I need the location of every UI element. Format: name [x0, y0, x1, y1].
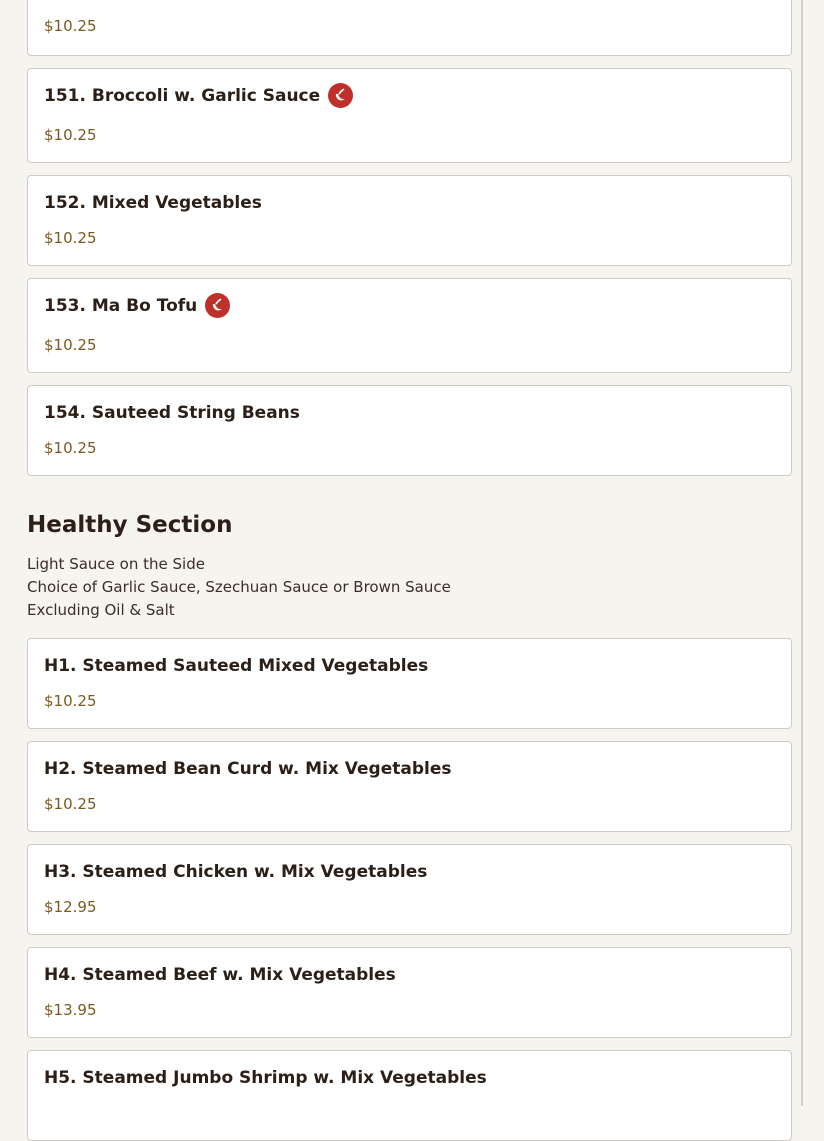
item-name-text: H4. Steamed Beef w. Mix Vegetables [44, 965, 396, 985]
item-name [44, 965, 396, 985]
item-name [44, 403, 300, 423]
item-price: $13.95 [44, 1001, 97, 1019]
menu-item-card[interactable] [27, 175, 792, 266]
item-name-text: 151. Broccoli w. Garlic Sauce [44, 85, 321, 106]
section-title: Healthy Section [27, 512, 233, 538]
section-note: Excluding Oil & Salt [27, 601, 175, 619]
item-name-text: H3. Steamed Chicken w. Mix Vegetables [44, 862, 428, 882]
item-name [44, 293, 230, 318]
item-price: $10.25 [44, 126, 97, 144]
item-name [44, 83, 353, 108]
item-price: $10.25 [44, 336, 97, 354]
item-name [44, 656, 428, 676]
menu-item-card[interactable] [27, 1050, 792, 1141]
menu-item-card[interactable] [27, 638, 792, 729]
item-price: $10.25 [44, 439, 97, 457]
item-price: $12.95 [44, 898, 97, 916]
menu-item-card[interactable] [27, 278, 792, 373]
item-name [44, 862, 427, 882]
menu-item-card[interactable] [27, 741, 792, 832]
item-price: $10.25 [44, 795, 97, 813]
item-price: $10.25 [44, 692, 97, 710]
item-price: $10.25 [44, 17, 97, 35]
menu-item-card[interactable] [27, 385, 792, 476]
item-name-text: 152. Mixed Vegetables [44, 193, 262, 213]
menu-item-card[interactable] [27, 0, 792, 56]
item-name-text: 154. Sauteed String Beans [44, 403, 300, 423]
menu-item-card[interactable] [27, 844, 792, 935]
section-note: Choice of Garlic Sauce, Szechuan Sauce or Brown Sauce [27, 578, 451, 596]
item-name [44, 759, 452, 779]
menu-item-card[interactable] [27, 947, 792, 1038]
item-name-text: H2. Steamed Bean Curd w. Mix Vegetables [44, 759, 452, 779]
item-name [44, 193, 262, 213]
item-name-text: 153. Ma Bo Tofu [44, 295, 198, 316]
spicy-chili-icon [328, 83, 353, 108]
section-note: Light Sauce on the Side [27, 555, 205, 573]
spicy-chili-icon [205, 293, 230, 318]
item-name [44, 1068, 487, 1088]
item-name-text: H5. Steamed Jumbo Shrimp w. Mix Vegetables [44, 1068, 487, 1088]
menu-item-card[interactable] [27, 68, 792, 163]
item-name-text: H1. Steamed Sauteed Mixed Vegetables [44, 656, 429, 676]
item-price: $10.25 [44, 229, 97, 247]
